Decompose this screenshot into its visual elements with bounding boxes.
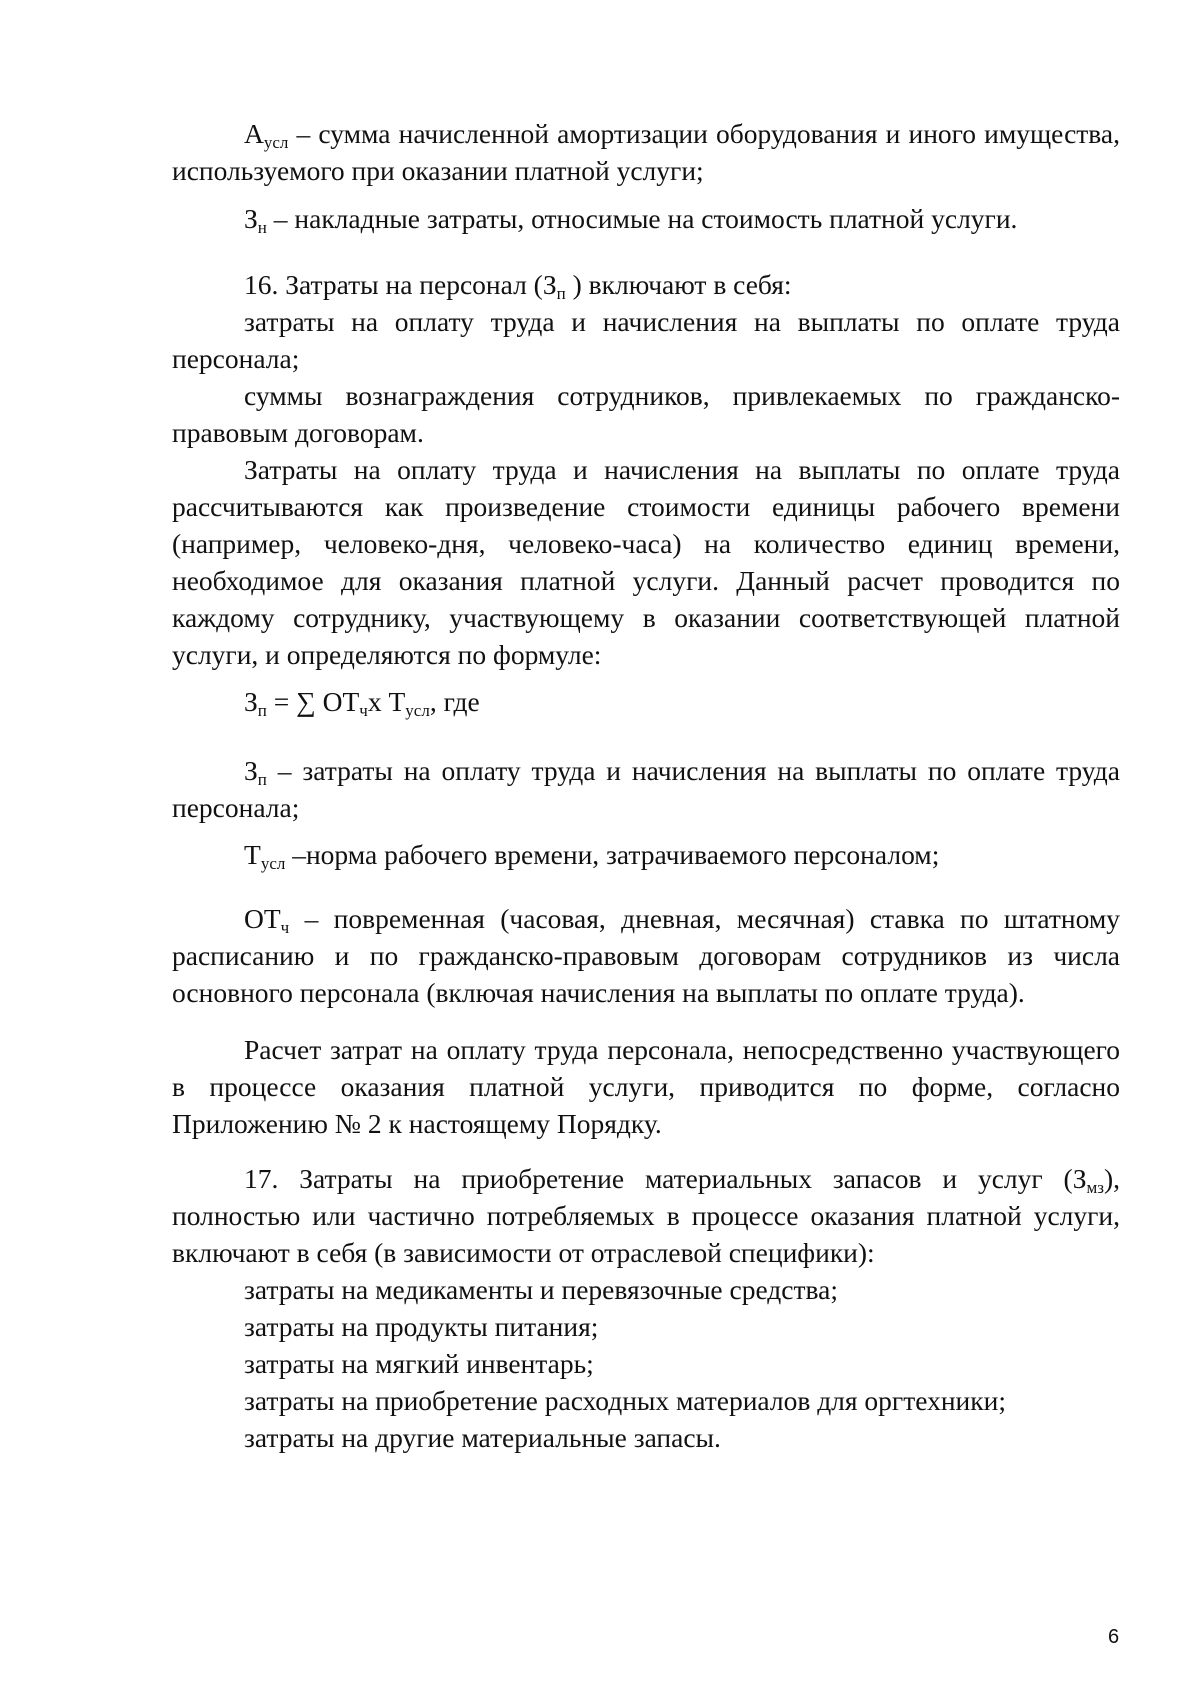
section-16-paragraph: Затраты на оплату труда и начисления на выплаты по оплате труда рассчитываются как произведение стоимости единицы рабочего времени (например, человеко-дня, человеко-часа) на количество единиц времени, необходимое для оказания платной услуги. Данный расчет проводится по каждому сотруднику, участвующему в оказании соответствующей платной услуги, и определяются по формуле: [172, 454, 1120, 670]
formula-zp: $З_п$ = ∑ $ОТ_чх$ $Т_{усл}$, где [244, 686, 480, 720]
section-17-item: затраты на мягкий инвентарь; [244, 1348, 594, 1379]
calculation-note: Расчет затрат на оплату труда персонала, непосредственно участвующего в процессе оказания платной услуги, приводится по форме, согласно Приложению № 2 к настоящему Порядку. [172, 1034, 1120, 1139]
section-16-heading: 16. Затраты на персонал ($З_п$ ) включают в себя: [244, 269, 792, 303]
section-16-item-2: суммы вознаграждения сотрудников, привлекаемых по гражданско-правовым договорам. [172, 380, 1120, 448]
section-17-item: затраты на медикаменты и перевязочные средства; [244, 1274, 838, 1305]
section-16-item-1: затраты на оплату труда и начисления на выплаты по оплате труда персонала; [172, 306, 1120, 374]
definition-a-usl: $А_{усл}$ – сумма начисленной амортизации оборудования и иного имущества, используемого при оказании платной услуги; [172, 118, 1120, 186]
section-17-item: затраты на приобретение расходных материалов для оргтехники; [244, 1385, 1006, 1416]
section-17-intro: 17. Затраты на приобретение материальных запасов и услуг $(З_{мз})$, полностью или частично потребляемых в процессе оказания платной услуги, включают в себя (в зависимости от отраслевой специфики): [172, 1163, 1120, 1268]
legend-ot: $ОТ_ч$ – повременная (часовая, дневная, месячная) ставка по штатному расписанию и по гражданско-правовым договорам сотрудников из числа основного персонала (включая начисления на выплаты по оплате труда). [172, 903, 1120, 1008]
section-17-item: затраты на другие материальные запасы. [244, 1422, 721, 1453]
page-number: 6 [1108, 1626, 1120, 1648]
legend-zp: $З_п$ – затраты на оплату труда и начисления на выплаты по оплате труда персонала; [172, 755, 1120, 823]
section-17-item: затраты на продукты питания; [244, 1311, 599, 1342]
legend-t-usl: $Т_{усл}$ –норма рабочего времени, затрачиваемого персоналом; [244, 839, 940, 873]
definition-z-n: $З_н$ – накладные затраты, относимые на стоимость платной услуги. [244, 203, 1018, 237]
